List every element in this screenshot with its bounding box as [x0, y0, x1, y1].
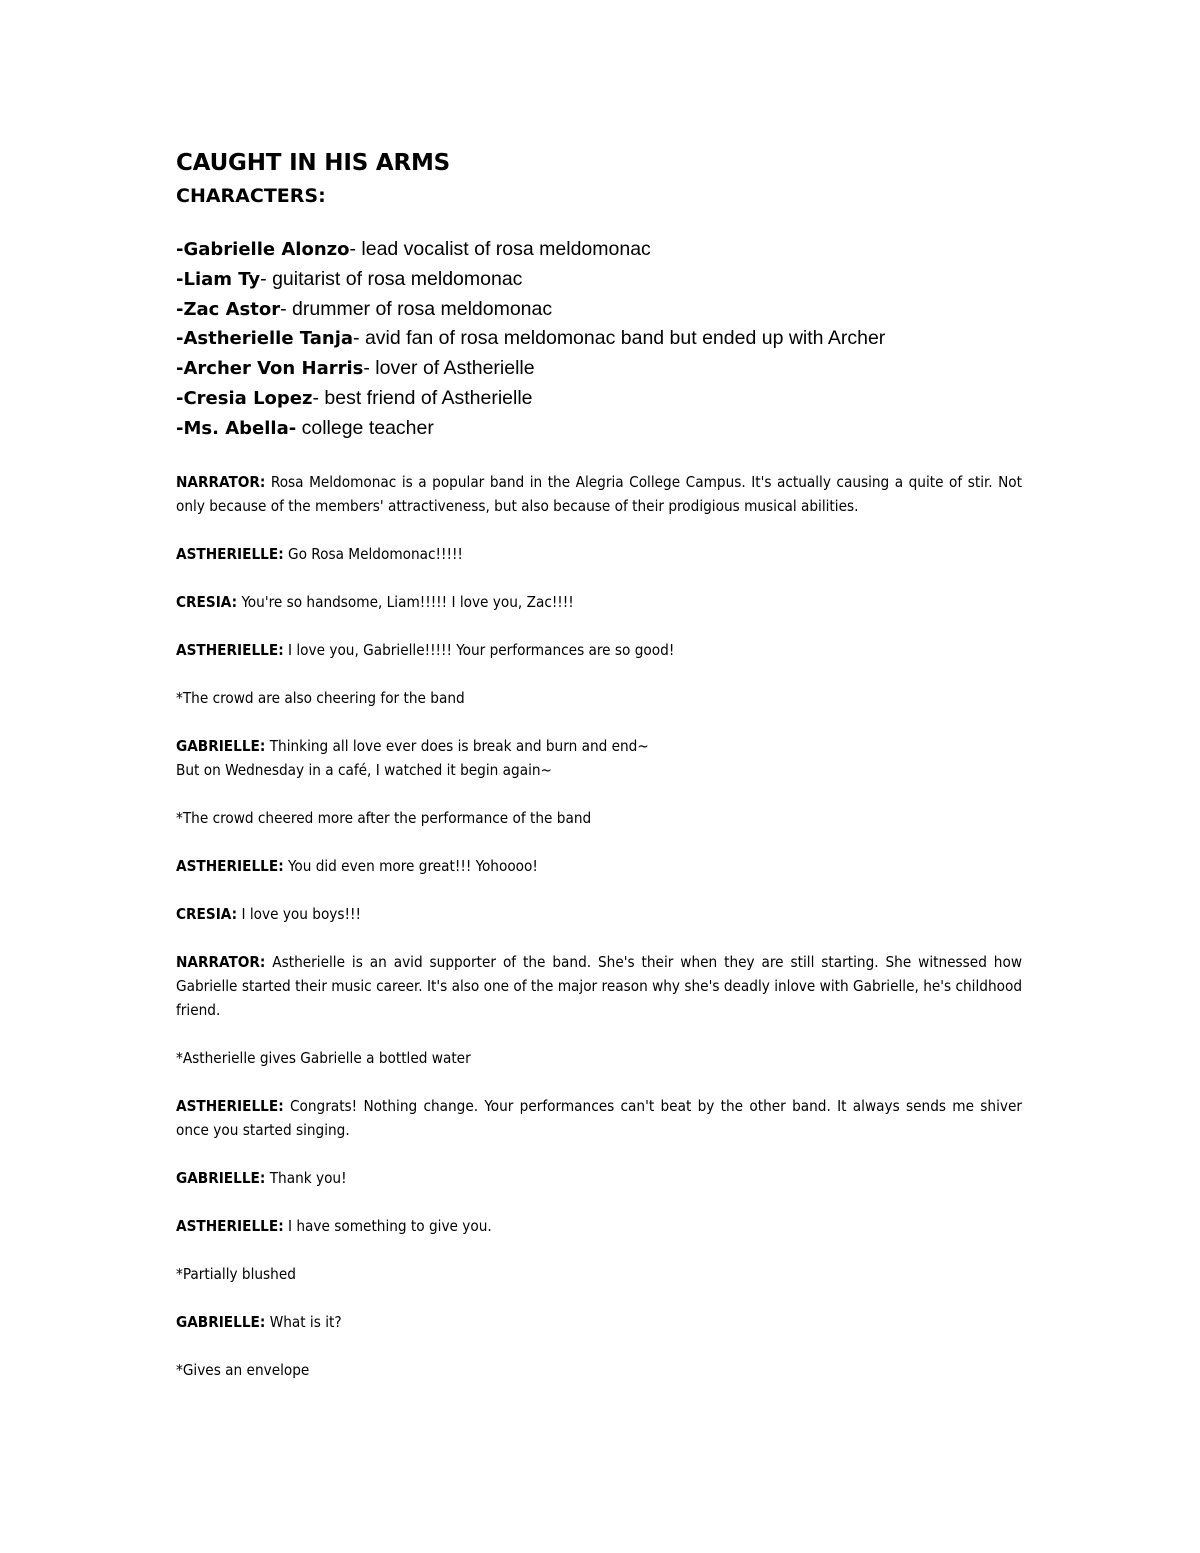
- dialogue-text: I love you boys!!!: [237, 904, 361, 923]
- character-name: -Cresia Lopez: [176, 387, 313, 409]
- character-name: -Ms. Abella-: [176, 417, 297, 439]
- stage-direction: [176, 806, 1022, 830]
- document-title: CAUGHT IN HIS ARMS: [176, 150, 451, 176]
- character-name: -Zac Astor: [176, 298, 281, 320]
- speaker-label: ASTHERIELLE:: [176, 1096, 284, 1115]
- dialogue-text: Go Rosa Meldomonac!!!!!: [283, 544, 463, 563]
- script-line: [176, 950, 1022, 1022]
- dialogue-text: I have something to give you.: [283, 1216, 492, 1235]
- character-description: - drummer of rosa meldomonac: [280, 297, 553, 320]
- script-line: [176, 734, 1022, 782]
- character-description: - avid fan of rosa meldomonac band but ended up with Archer: [353, 327, 886, 350]
- character-list: [176, 235, 1022, 444]
- dialogue-text: Thank you!: [265, 1168, 347, 1187]
- character-description: - guitarist of rosa meldomonac: [260, 267, 523, 290]
- speaker-label: NARRATOR:: [176, 952, 266, 971]
- stage-direction: [176, 686, 1022, 710]
- script-line: [176, 1214, 1022, 1238]
- speaker-label: CRESIA:: [176, 592, 238, 611]
- character-description: - lead vocalist of rosa meldomonac: [349, 238, 651, 260]
- stage-direction-text: *Astherielle gives Gabrielle a bottled water: [176, 1048, 471, 1067]
- speaker-label: GABRIELLE:: [176, 1312, 266, 1331]
- character-name: -Liam Ty: [176, 268, 261, 290]
- script-line: [176, 854, 1022, 878]
- character-name: -Astherielle Tanja: [176, 328, 354, 350]
- character-name: -Archer Von Harris: [176, 358, 364, 380]
- character-item: [176, 414, 1022, 444]
- stage-direction-text: *The crowd are also cheering for the band: [176, 688, 465, 707]
- character-item: [176, 324, 1022, 354]
- speaker-label: ASTHERIELLE:: [176, 1216, 284, 1235]
- characters-heading: CHARACTERS:: [176, 185, 326, 207]
- speaker-label: GABRIELLE:: [176, 736, 266, 755]
- stage-direction: [176, 1262, 1022, 1286]
- script-line: [176, 470, 1022, 518]
- character-item: [176, 384, 1022, 414]
- dialogue-text: I love you, Gabrielle!!!!! Your performances are so good!: [283, 640, 675, 659]
- stage-direction: [176, 1046, 1022, 1070]
- character-name: -Gabrielle Alonzo: [176, 239, 350, 260]
- script-line: [176, 1310, 1022, 1334]
- dialogue-text: Astherielle is an avid supporter of the band. She's their when they are still starting. She witnessed how Gabrielle started their music career. It's also one of the major reason why she's deadly inlove with Gabrielle, he's childhood friend.: [176, 952, 1022, 1019]
- stage-direction-text: *Gives an envelope: [176, 1360, 310, 1379]
- character-description: - best friend of Astherielle: [312, 386, 533, 409]
- speaker-label: CRESIA:: [176, 904, 238, 923]
- stage-direction-text: *The crowd cheered more after the performance of the band: [176, 808, 592, 827]
- dialogue-text: Congrats! Nothing change. Your performances can't beat by the other band. It always sends me shiver once you started singing.: [176, 1096, 1022, 1139]
- dialogue-text: Rosa Meldomonac is a popular band in the Alegria College Campus. It's actually causing a quite of stir. Not only because of the members' attractiveness, but also because of their prodigious musical abilities.: [176, 472, 1022, 515]
- speaker-label: GABRIELLE:: [176, 1168, 266, 1187]
- script-line: [176, 1094, 1022, 1142]
- script-body: [176, 470, 1022, 1382]
- speaker-label: NARRATOR:: [176, 472, 266, 491]
- stage-direction: [176, 1358, 1022, 1382]
- lyric-line: Thinking all love ever does is break and burn and end~: [265, 736, 649, 755]
- speaker-label: ASTHERIELLE:: [176, 640, 284, 659]
- speaker-label: ASTHERIELLE:: [176, 856, 284, 875]
- script-line: [176, 1166, 1022, 1190]
- character-item: [176, 235, 1022, 265]
- speaker-label: ASTHERIELLE:: [176, 544, 284, 563]
- character-item: [176, 354, 1022, 384]
- document-page: [176, 148, 1022, 1406]
- character-item: [176, 265, 1022, 295]
- script-line: [176, 902, 1022, 926]
- dialogue-text: You're so handsome, Liam!!!!! I love you, Zac!!!!: [237, 592, 574, 611]
- script-line: [176, 542, 1022, 566]
- character-description: college teacher: [296, 416, 434, 439]
- script-line: [176, 590, 1022, 614]
- character-item: [176, 295, 1022, 325]
- lyric-line: But on Wednesday in a café, I watched it begin again~: [176, 760, 552, 779]
- character-description: - lover of Astherielle: [363, 357, 535, 380]
- script-line: [176, 638, 1022, 662]
- dialogue-text: What is it?: [265, 1312, 342, 1331]
- dialogue-text: You did even more great!!! Yohoooo!: [283, 856, 538, 875]
- stage-direction-text: *Partially blushed: [176, 1264, 296, 1283]
